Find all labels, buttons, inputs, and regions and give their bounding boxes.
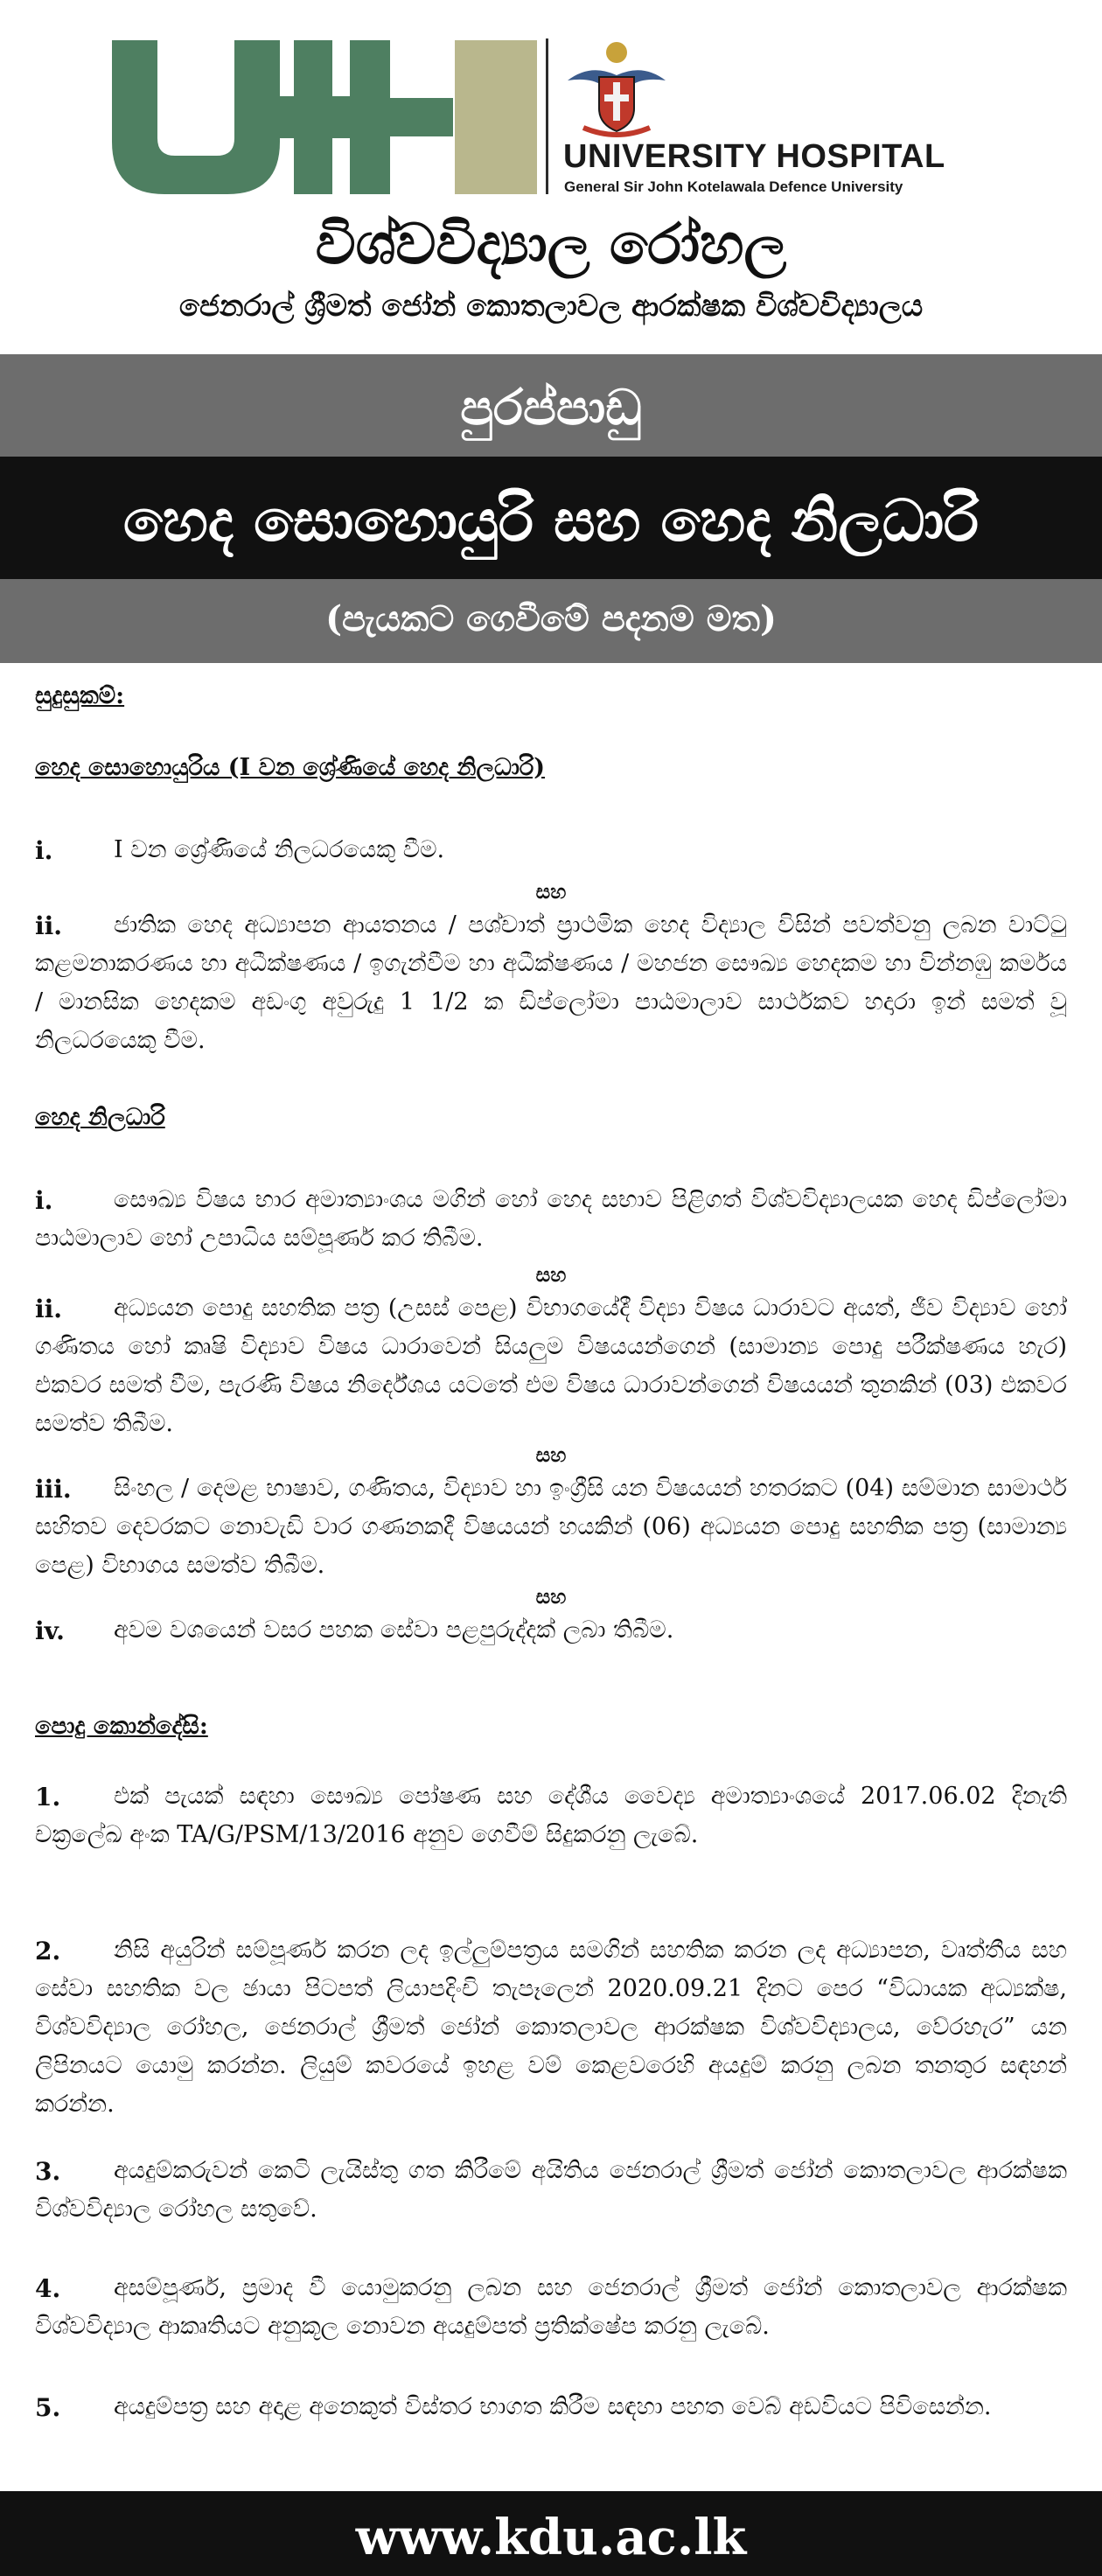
nursing-officer-heading: හෙද නිලධාරි bbox=[35, 1104, 165, 1131]
header-logo-area bbox=[0, 0, 1102, 210]
officer-qualification-2: අධ්‍යයන පොදු සහතික පත්‍ර (උසස් පෙළ) විභාගයේදී විද්‍යා විෂය ධාරාවට අයත්, ජීව විද්‍යාව හෝ ගණිතය හෝ කෘෂි විද්‍යාව විෂය ධාරාවෙන් සියලුම විෂයයන්ගෙන් (සාමාන්‍ය පොදු පරීක්ෂණය හැර) එකවර සමත් වීම, පැරණි විෂය නිර්දේශය යටතේ එම විෂය ධාරාවන්ගෙන් විෂයයන් තුනකින් (03) එකවර සමත්ව තිබීම. bbox=[35, 1295, 1067, 1437]
sinhala-hospital-title: විශ්වවිද්‍යාල රෝහල bbox=[315, 212, 787, 277]
item-number: 1. bbox=[35, 1783, 61, 1812]
item-number: ii. bbox=[35, 911, 63, 940]
officer-qualification-4: අවම වශයෙන් වසර පහක සේවා පළපුරුද්දක් ලබා තිබීම. bbox=[114, 1616, 674, 1644]
kdu-subtitle: General Sir John Kotelawala Defence University bbox=[564, 178, 903, 195]
qualifications-heading: සුදුසුකම්: bbox=[35, 682, 125, 709]
condition-2: නිසි අයුරින් සම්පූර්ණ කරන ලද ඉල්ලුම්පත්‍රය සමගින් සහතික කරන ලද අධ්‍යාපන, වෘත්තීය සහ සේවා සහතික වල ඡායා පිටපත් ලියාපදිංචි තැපෑලෙන් 2020.09.21 දිනට පෙර “විධායක අධ්‍යක්ෂ, විශ්වවිද්‍යාල රෝහල, ජෙනරාල් ශ්‍රීමත් ජෝන් කොතලාවල ආරක්ෂක විශ්වවිද්‍යාලය, වේරහැර” යන ලිපිනයට යොමු කරන්න. ලියුම් කවරයේ ඉහළ වම් කෙළවරෙහි අයදුම් කරනු ලබන තනතුර සඳහන් කරන්න. bbox=[35, 1937, 1067, 2118]
officer-qualification-3: සිංහල / දෙමළ භාෂාව, ගණිතය, විද්‍යාව හා ඉංග්‍රීසි යන විෂයයන් හතරකට (04) සම්මාන සාමාර්ථ සහිතව දෙවරකට නොවැඩි වාර ගණනකදී විෂයයන් හයකින් (06) අධ්‍යයන පොදු සහතික පත්‍ර (සාමාන්‍ය පෙළ) විභාගය සමත්ව තිබීම. bbox=[35, 1475, 1067, 1579]
and-separator: සහ bbox=[535, 1443, 567, 1467]
item-number: i. bbox=[35, 836, 53, 865]
and-separator: සහ bbox=[535, 1263, 567, 1287]
item-number: 3. bbox=[35, 2157, 61, 2186]
position-title: හෙද සොහොයුරි සහ හෙද නිලධාරි bbox=[122, 486, 980, 555]
kdu-crest-icon bbox=[564, 37, 669, 142]
hourly-basis-banner bbox=[0, 579, 1102, 663]
condition-4: අසම්පූර්ණ, ප්‍රමාද වී යොමුකරනු ලබන සහ ජෙනරාල් ශ්‍රීමත් ජෝන් කොතලාවල ආරක්ෂක විශ්වවිද්‍යාල ආකෘතියට අනුකූල නොවන අයදුම්පත් ප්‍රතික්ෂේප කරනු ලැබේ. bbox=[35, 2274, 1067, 2340]
uh-logo-icon bbox=[112, 40, 537, 194]
and-separator: සහ bbox=[535, 880, 567, 904]
condition-3: අයදුම්කරුවන් කෙටි ලැයිස්තු ගත කිරීමේ අයිතිය ජෙනරාල් ශ්‍රීමත් ජෝන් කොතලාවල ආරක්ෂක විශ්වවිද්‍යාල රෝහල සතුවේ. bbox=[35, 2157, 1067, 2223]
condition-1: එක් පැයක් සඳහා සෞඛ්‍ය පෝෂණ සහ දේශීය වෛද්‍ය අමාත්‍යාංශයේ 2017.06.02 දිනැති චක්‍රලේඛ අංක TA/G/PSM/13/2016 අනුව ගෙවීම් සිදුකරනු ලැබේ. bbox=[35, 1783, 1067, 1848]
nursing-sister-heading: හෙද සොහොයුරිය (I වන ශ්‍රේණියේ හෙද නිලධාරි) bbox=[35, 754, 546, 781]
condition-5: අයදුම්පත්‍ර සහ අදාළ අනෙකුත් විස්තර භාගත කිරීම සඳහා පහත වෙබ් අඩවියට පිවිසෙන්න. bbox=[114, 2393, 992, 2420]
sister-qualification-2: ජාතික හෙද අධ්‍යාපන ආයතනය / පශ්චාත් ප්‍රාථමික හෙද විද්‍යාල විසින් පවත්වනු ලබන වාට්ටු කළමනාකරණය හා අධීක්ෂණය / ඉගැන්වීම හා අධීක්ෂණය / මහජන සෞඛ්‍ය හෙදකම හා වින්නඹු කර්මය / මානසික හෙදකම අඩංගු අවුරුදු 1 1/2 ක ඩිප්ලෝමා පාඨමාලාව සාර්ථකව හදාරා ඉන් සමත් වූ නිලධරයෙකු වීම. bbox=[35, 911, 1067, 1054]
logo-divider bbox=[546, 38, 548, 194]
item-number: iv. bbox=[35, 1616, 65, 1645]
item-number: 2. bbox=[35, 1937, 61, 1965]
item-number: 5. bbox=[35, 2393, 61, 2422]
sinhala-university-title: ජෙනරාල් ශ්‍රීමත් ජෝන් කොතලාවල ආරක්ෂක විශ්වවිද්‍යාලය bbox=[178, 289, 924, 324]
sister-qualification-1: I වන ශ්‍රේණියේ නිලධරයෙකු වීම. bbox=[114, 836, 445, 863]
item-number: ii. bbox=[35, 1295, 63, 1323]
officer-qualification-1: සෞඛ්‍ය විෂය භාර අමාත්‍යාංශය මගින් හෝ හෙද සභාව පිළිගත් විශ්වවිද්‍යාලයක හෙද ඩිප්ලෝමා පාඨමාලාව හෝ උපාධිය සම්පූර්ණ කර තිබීම. bbox=[35, 1186, 1067, 1252]
and-separator: සහ bbox=[535, 1585, 567, 1609]
item-number: i. bbox=[35, 1186, 53, 1215]
vacancies-banner bbox=[0, 354, 1102, 457]
position-banner bbox=[0, 457, 1102, 579]
vacancies-label: පුරප්පාඩු bbox=[460, 379, 642, 436]
university-hospital-title: UNIVERSITY HOSPITAL bbox=[563, 138, 945, 175]
website-link[interactable]: www.kdu.ac.lk bbox=[355, 2509, 747, 2566]
footer-bar bbox=[0, 2491, 1102, 2576]
hourly-basis-label: (පැයකට ගෙවීමේ පදනම මත) bbox=[325, 598, 777, 639]
general-conditions-heading: පොදු කොන්දේසි: bbox=[35, 1713, 208, 1740]
item-number: 4. bbox=[35, 2274, 61, 2303]
item-number: iii. bbox=[35, 1475, 72, 1504]
